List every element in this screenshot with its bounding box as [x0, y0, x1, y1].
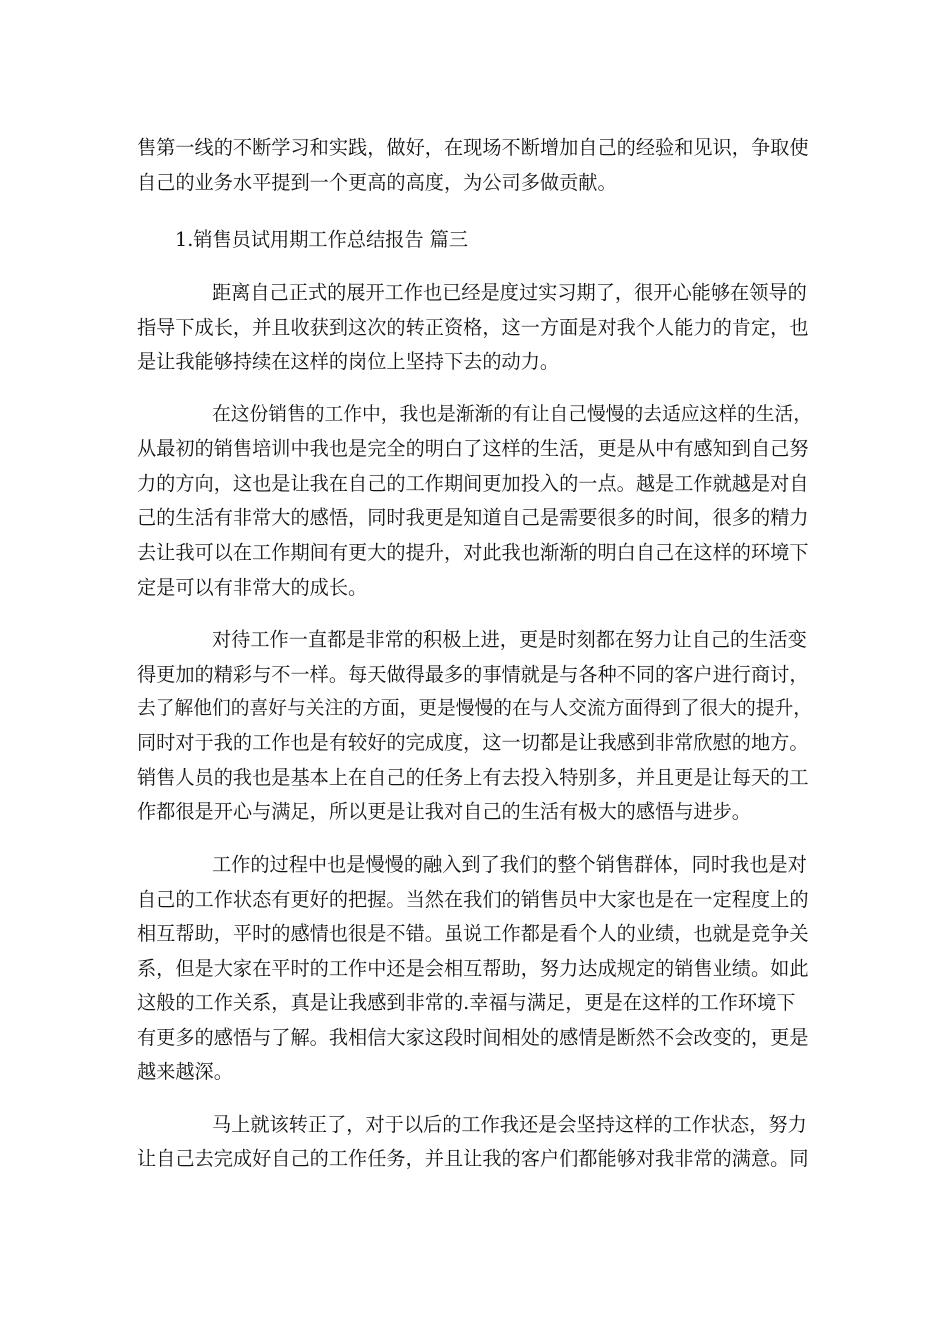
text-line: 自己的业务水平提到一个更高的高度，为公司多做贡献。 — [137, 171, 617, 194]
text-line: 得更加的精彩与不一样。每天做得最多的事情就是与各种不同的客户进行商讨， — [137, 663, 809, 686]
text-line: 在这份销售的工作中，我也是渐渐的有让自己慢慢的去适应这样的生活， — [212, 404, 812, 425]
text-line: 对待工作一直都是非常的积极上进，更是时刻都在努力让自己的生活变 — [212, 628, 807, 651]
text-line: 销售人员的我也是基本上在自己的任务上有去投入特别多，并且更是让每天的工 — [137, 766, 809, 789]
text-line: 去了解他们的喜好与关注的方面，更是慢慢的在与人交流方面得到了很大的提升， — [137, 698, 812, 719]
text-line: 是让我能够持续在这样的岗位上坚持下去的动力。 — [137, 350, 560, 373]
text-line: 系，但是大家在平时的工作中还是会相互帮助，努力达成规定的销售业绩。如此 — [137, 957, 809, 980]
text-line: 相互帮助，平时的感情也很是不错。虽说工作都是看个人的业绩，也就是竞争关 — [137, 922, 809, 945]
text-line: 马上就该转正了，对于以后的工作我还是会坚持这样的工作状态，努力 — [212, 1113, 807, 1136]
text-line: 从最初的销售培训中我也是完全的明白了这样的生活，更是从中有感知到自己努 — [137, 437, 809, 460]
text-line: 力的方向，这也是让我在自己的工作期间更加投入的一点。越是工作就越是对自 — [137, 472, 809, 495]
section-heading: 1.销售员试用期工作总结报告 篇三 — [175, 228, 469, 251]
text-line: 定是可以有非常大的成长。 — [137, 576, 368, 599]
text-line: 同时对于我的工作也是有较好的完成度，这一切都是让我感到非常欣慰的地方。 — [137, 731, 809, 754]
text-line: 售第一线的不断学习和实践，做好，在现场不断增加自己的经验和见识，争取使 — [137, 136, 809, 159]
text-line: 工作的过程中也是慢慢的融入到了我们的整个销售群体，同时我也是对 — [212, 853, 807, 876]
text-line: 自己的工作状态有更好的把握。当然在我们的销售员中大家也是在一定程度上的 — [137, 888, 809, 911]
text-line: 己的生活有非常大的感悟，同时我更是知道自己是需要很多的时间，很多的精力 — [137, 506, 809, 529]
text-line: 越来越深。 — [137, 1060, 233, 1083]
text-line: 去让我可以在工作期间有更大的提升，对此我也渐渐的明白自己在这样的环境下 — [137, 541, 809, 564]
text-line: 作都很是开心与满足，所以更是让我对自己的生活有极大的感悟与进步。 — [137, 800, 751, 823]
text-line: 距离自己正式的展开工作也已经是度过实习期了，很开心能够在领导的 — [212, 281, 807, 304]
text-line: 这般的工作关系，真是让我感到非常的.幸福与满足，更是在这样的工作环境下 — [137, 991, 796, 1014]
text-line: 有更多的感悟与了解。我相信大家这段时间相处的感情是断然不会改变的，更是 — [137, 1026, 809, 1049]
text-line: 让自己去完成好自己的工作任务，并且让我的客户们都能够对我非常的满意。同 — [137, 1147, 809, 1170]
text-line: 指导下成长，并且收获到这次的转正资格，这一方面是对我个人能力的肯定，也 — [137, 316, 809, 339]
